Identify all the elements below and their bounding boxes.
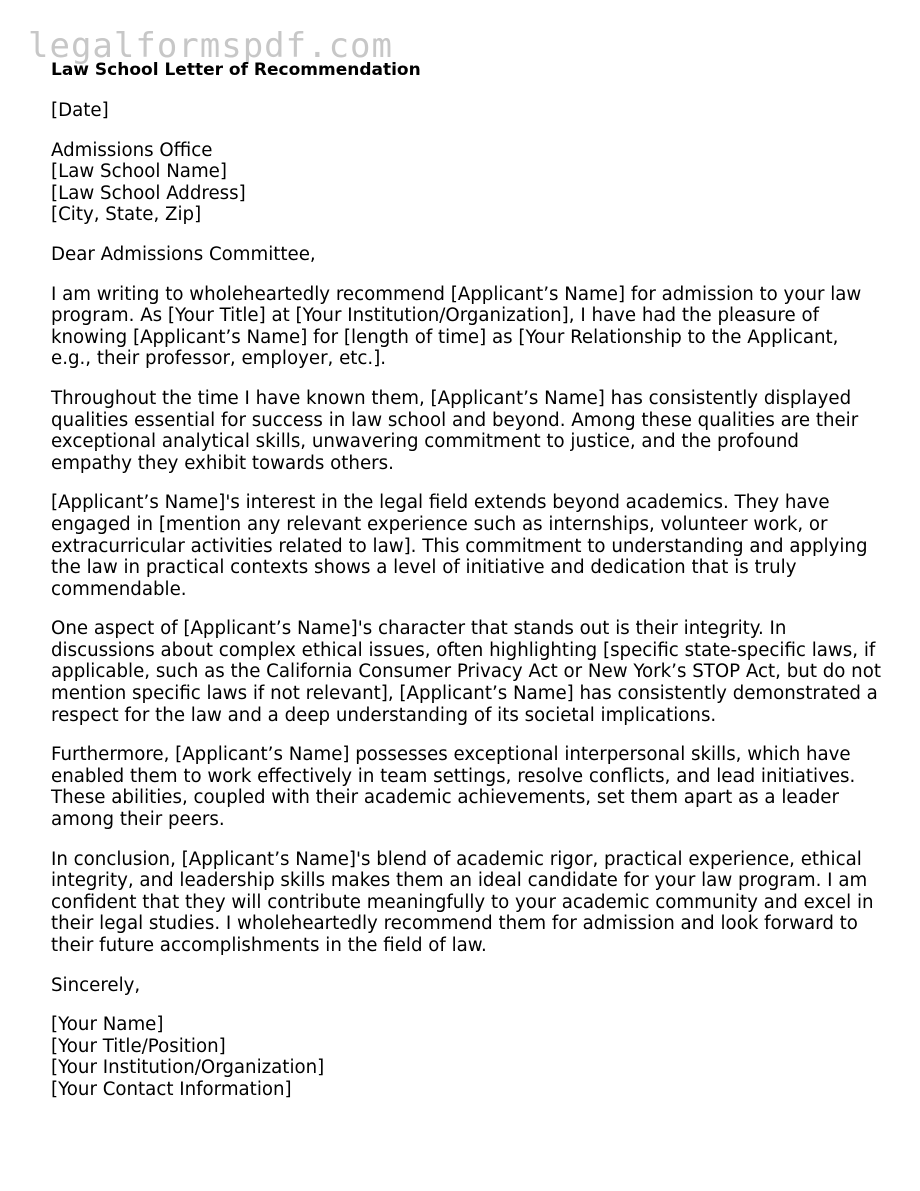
body-paragraph: Throughout the time I have known them, [Applicant’s Name] has consistently displayed qualities essential for success in law school and beyond. Among these qualities are their exceptional analytical skills, unwavering commitment to justice, and the profound empathy they exhibit towards others.	[51, 387, 859, 474]
recipient-line: [Law School Name]	[51, 161, 227, 183]
recipient-line: Admissions Office	[51, 139, 213, 161]
document-title: Law School Letter of Recommendation	[51, 60, 421, 80]
signature-line: [Your Title/Position]	[51, 1035, 226, 1057]
body-paragraph: I am writing to wholeheartedly recommend [Applicant’s Name] for admission to your law program. As [Your Title] at [Your Institution/Organization], I have had the pleasure of knowing [Applicant’s Name] for [length of time] as [Your Relationship to the Applicant, e.g., their professor, employer, etc.].	[51, 283, 862, 370]
letter-date: [Date]	[51, 100, 109, 121]
body-paragraph: In conclusion, [Applicant’s Name]'s blend of academic rigor, practical experience, ethical integrity, and leadership skills makes them an ideal candidate for your law program. I am confident that they will contribute meaningfully to your academic community and excel in their legal studies. I wholeheartedly recommend them for admission and look forward to their future accomplishments in the field of law.	[51, 848, 874, 956]
body-paragraph: [Applicant’s Name]'s interest in the legal field extends beyond academics. They have engaged in [mention any relevant experience such as internships, volunteer work, or extracurricular activities related to law]. This commitment to understanding and applying the law in practical contexts shows a level of initiative and dedication that is truly commendable.	[51, 492, 868, 600]
body-paragraph: Furthermore, [Applicant’s Name] possesses exceptional interpersonal skills, which have enabled them to work effectively in team settings, resolve conflicts, and lead initiatives. These abilities, coupled with their academic achievements, set them apart as a leader among their peers.	[51, 744, 856, 831]
watermark: legalformspdf.com	[28, 26, 393, 66]
signature-block	[51, 1014, 881, 1100]
signature-line: [Your Name]	[51, 1014, 164, 1036]
body-paragraph: One aspect of [Applicant’s Name]'s character that stands out is their integrity. In discussions about complex ethical issues, often highlighting [specific state-specific laws, if applicable, such as the California Consumer Privacy Act or New York’s STOP Act, but do not mention specific laws if not relevant], [Applicant’s Name] has consistently demonstrated a respect for the law and a deep understanding of its societal implications.	[51, 618, 881, 726]
recipient-address	[51, 140, 881, 226]
recipient-line: [Law School Address]	[51, 182, 246, 204]
salutation: Dear Admissions Committee,	[51, 243, 316, 265]
letter-document	[51, 60, 881, 1119]
signature-line: [Your Contact Information]	[51, 1078, 292, 1100]
signature-line: [Your Institution/Organization]	[51, 1057, 325, 1079]
recipient-line: [City, State, Zip]	[51, 204, 202, 226]
closing: Sincerely,	[51, 974, 141, 996]
